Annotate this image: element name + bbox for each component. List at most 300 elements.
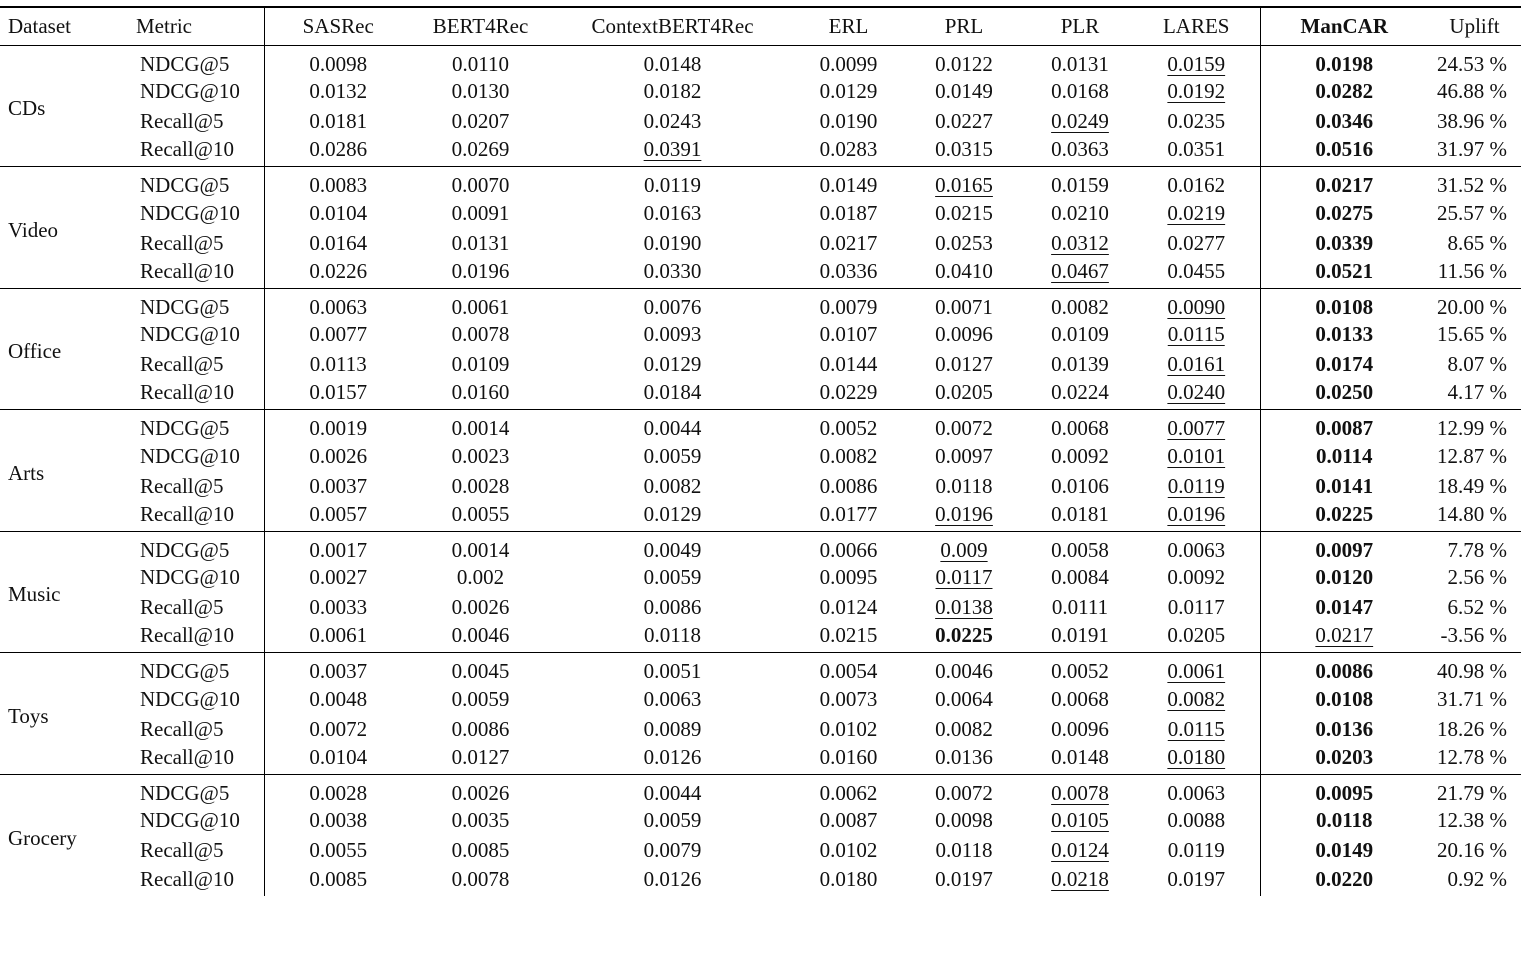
- uplift-cell: 4.17 %: [1428, 380, 1521, 410]
- table-row: [0, 320, 1521, 350]
- value-cell: [1133, 531, 1260, 563]
- table-body: [0, 45, 1521, 896]
- value-text: 0.0055: [309, 838, 368, 862]
- value-cell: [796, 563, 901, 593]
- value-text: 0.0159: [1167, 51, 1226, 76]
- value-cell: [796, 107, 901, 137]
- value-text: 0.0124: [1051, 838, 1109, 862]
- value-text: 0.0089: [643, 716, 702, 741]
- value-cell: [412, 531, 549, 563]
- value-cell: [901, 593, 1027, 623]
- value-text: 0.0286: [309, 137, 368, 162]
- mancar-cell: [1260, 380, 1428, 410]
- value-text: 0.0159: [1051, 173, 1109, 197]
- value-cell: [549, 471, 796, 501]
- value-text: 0.0197: [1167, 866, 1226, 891]
- mancar-value: 0.0346: [1315, 109, 1374, 133]
- value-cell: [1027, 593, 1133, 623]
- uplift-cell: 12.99 %: [1437, 416, 1507, 440]
- value-text: 0.0093: [643, 322, 702, 346]
- results-table: [0, 6, 1521, 896]
- value-cell: [1027, 836, 1133, 866]
- value-text: 0.0063: [643, 686, 702, 711]
- value-cell: [264, 563, 412, 593]
- value-text: 0.0129: [643, 501, 702, 526]
- value-text: 0.0054: [819, 659, 878, 683]
- value-cell: [796, 684, 901, 714]
- value-text: 0.0066: [819, 537, 878, 562]
- mancar-value: 0.0521: [1315, 258, 1374, 283]
- value-text: 0.0336: [819, 258, 878, 283]
- value-cell: [264, 288, 412, 320]
- uplift-cell: 18.49 %: [1437, 473, 1507, 498]
- value-text: 0.0033: [309, 595, 368, 619]
- value-text: 0.0196: [935, 501, 993, 526]
- value-cell: [796, 410, 901, 442]
- dataset-cell: Video: [0, 167, 128, 289]
- value-text: 0.0052: [1051, 659, 1109, 683]
- value-text: 0.0113: [309, 352, 367, 376]
- metric-cell: Recall@10: [128, 623, 264, 653]
- value-text: 0.0182: [643, 79, 702, 103]
- value-text: 0.0083: [309, 173, 368, 197]
- value-cell: [901, 836, 1027, 866]
- uplift-cell: 40.98 %: [1437, 659, 1507, 683]
- value-text: 0.0192: [1167, 79, 1226, 103]
- value-cell: [901, 563, 1027, 593]
- metric-cell: Recall@10: [128, 501, 264, 531]
- value-text: 0.0109: [451, 352, 510, 376]
- value-text: 0.0035: [451, 808, 510, 832]
- value-text: 0.0087: [819, 808, 878, 832]
- value-cell: [412, 320, 549, 350]
- value-text: 0.0115: [1167, 716, 1225, 741]
- value-text: 0.0410: [935, 258, 993, 283]
- header-prl: PRL: [901, 7, 1027, 45]
- value-cell: [264, 866, 412, 896]
- dataset-cell: Toys: [0, 653, 128, 775]
- value-text: 0.0082: [643, 473, 702, 498]
- value-text: 0.0122: [935, 51, 993, 76]
- value-text: 0.0102: [819, 716, 878, 741]
- value-cell: [264, 653, 412, 685]
- value-cell: [412, 45, 549, 77]
- value-cell: [901, 774, 1027, 806]
- table-row: [0, 806, 1521, 836]
- metric-cell: NDCG@5: [128, 167, 264, 199]
- value-text: 0.0229: [819, 380, 878, 405]
- value-text: 0.0082: [819, 443, 878, 468]
- value-text: 0.0215: [935, 200, 993, 225]
- value-cell: [549, 836, 796, 866]
- mancar-cell: [1260, 684, 1428, 714]
- metric-cell: NDCG@5: [128, 774, 264, 806]
- value-text: 0.0086: [819, 473, 878, 498]
- value-text: 0.009: [940, 537, 988, 562]
- value-text: 0.0059: [643, 443, 702, 468]
- value-text: 0.0144: [819, 352, 878, 376]
- value-text: 0.0181: [309, 109, 368, 133]
- value-text: 0.0180: [1167, 744, 1226, 769]
- mancar-value: 0.0275: [1315, 200, 1374, 225]
- value-text: 0.0190: [819, 109, 878, 133]
- value-text: 0.0119: [1167, 473, 1225, 498]
- table-row: [0, 137, 1521, 167]
- metric-cell: Recall@10: [128, 744, 264, 774]
- value-text: 0.0126: [643, 744, 702, 769]
- header-plr: PLR: [1027, 7, 1133, 45]
- value-text: 0.0187: [819, 200, 878, 225]
- value-text: 0.0149: [935, 79, 993, 103]
- metric-cell: NDCG@10: [128, 320, 264, 350]
- value-text: 0.0184: [643, 380, 702, 405]
- mancar-cell: [1260, 563, 1428, 593]
- value-cell: [901, 806, 1027, 836]
- value-text: 0.0076: [643, 294, 702, 319]
- value-cell: [264, 714, 412, 744]
- mancar-value: 0.0203: [1315, 744, 1374, 769]
- value-text: 0.0240: [1167, 380, 1226, 405]
- table-row: [0, 380, 1521, 410]
- value-text: 0.0028: [309, 780, 368, 805]
- mancar-value: 0.0141: [1315, 473, 1374, 498]
- value-cell: [412, 714, 549, 744]
- mancar-cell: [1260, 653, 1428, 685]
- mancar-cell: [1260, 77, 1428, 107]
- value-text: 0.0046: [451, 623, 510, 648]
- value-cell: [1133, 593, 1260, 623]
- mancar-cell: [1260, 258, 1428, 288]
- value-cell: [1133, 77, 1260, 107]
- value-text: 0.0104: [309, 200, 368, 225]
- dataset-cell: Music: [0, 531, 128, 653]
- value-cell: [796, 350, 901, 380]
- table-row: [0, 593, 1521, 623]
- value-text: 0.0115: [1167, 322, 1225, 346]
- value-text: 0.0046: [935, 659, 993, 683]
- value-text: 0.0072: [935, 780, 993, 805]
- value-cell: [264, 593, 412, 623]
- value-cell: [412, 744, 549, 774]
- value-text: 0.0068: [1051, 416, 1109, 440]
- value-cell: [1027, 653, 1133, 685]
- value-text: 0.0330: [643, 258, 702, 283]
- value-text: 0.0224: [1051, 380, 1109, 405]
- value-text: 0.0017: [309, 537, 368, 562]
- value-text: 0.0061: [1167, 659, 1226, 683]
- value-text: 0.0129: [643, 352, 702, 376]
- value-cell: [264, 501, 412, 531]
- value-cell: [264, 531, 412, 563]
- value-cell: [1133, 774, 1260, 806]
- value-cell: [264, 258, 412, 288]
- value-text: 0.0218: [1051, 866, 1109, 891]
- value-cell: [412, 441, 549, 471]
- dataset-cell: Office: [0, 288, 128, 410]
- value-cell: [1133, 350, 1260, 380]
- value-cell: [1133, 501, 1260, 531]
- value-cell: [796, 441, 901, 471]
- mancar-cell: [1260, 593, 1428, 623]
- uplift-cell: 38.96 %: [1437, 109, 1507, 133]
- value-cell: [264, 806, 412, 836]
- value-cell: [1133, 380, 1260, 410]
- value-text: 0.0096: [935, 322, 993, 346]
- value-text: 0.0132: [309, 79, 368, 103]
- metric-cell: Recall@10: [128, 137, 264, 167]
- value-text: 0.0063: [1167, 537, 1226, 562]
- value-cell: [901, 167, 1027, 199]
- metric-cell: NDCG@10: [128, 198, 264, 228]
- value-text: 0.0219: [1167, 200, 1226, 225]
- value-text: 0.0085: [451, 838, 510, 862]
- uplift-cell: 11.56 %: [1428, 258, 1521, 288]
- value-cell: [412, 623, 549, 653]
- value-text: 0.0164: [309, 230, 368, 255]
- value-cell: [549, 380, 796, 410]
- value-cell: [1027, 441, 1133, 471]
- value-text: 0.0119: [644, 173, 701, 197]
- value-cell: [1133, 320, 1260, 350]
- value-text: 0.0467: [1051, 258, 1109, 283]
- value-text: 0.0082: [1167, 686, 1226, 711]
- mancar-value: 0.0120: [1315, 565, 1374, 589]
- value-cell: [264, 471, 412, 501]
- value-cell: [1133, 836, 1260, 866]
- value-text: 0.0283: [819, 137, 878, 162]
- mancar-value: 0.0225: [1315, 501, 1374, 526]
- value-text: 0.0363: [1051, 137, 1109, 162]
- header-bert4rec: BERT4Rec: [412, 7, 549, 45]
- value-cell: [549, 653, 796, 685]
- uplift-cell: 6.52 %: [1447, 595, 1507, 619]
- value-cell: [901, 137, 1027, 167]
- mancar-value: 0.0097: [1315, 537, 1374, 562]
- value-cell: [796, 167, 901, 199]
- value-cell: [901, 471, 1027, 501]
- mancar-cell: [1260, 471, 1428, 501]
- table-row: [0, 744, 1521, 774]
- mancar-cell: [1260, 410, 1428, 442]
- value-text: 0.0117: [1167, 595, 1225, 619]
- value-cell: [412, 167, 549, 199]
- value-text: 0.0312: [1051, 230, 1109, 255]
- value-text: 0.0131: [1051, 51, 1109, 76]
- value-text: 0.0078: [1051, 780, 1109, 805]
- mancar-value: 0.0217: [1315, 623, 1374, 648]
- value-text: 0.0148: [643, 51, 702, 76]
- value-cell: [796, 501, 901, 531]
- table-row: [0, 501, 1521, 531]
- value-cell: [1027, 258, 1133, 288]
- value-text: 0.0118: [935, 473, 993, 498]
- mancar-value: 0.0250: [1315, 380, 1374, 405]
- value-cell: [1027, 806, 1133, 836]
- value-text: 0.0028: [451, 473, 510, 498]
- value-cell: [796, 531, 901, 563]
- value-text: 0.0106: [1051, 473, 1109, 498]
- value-cell: [264, 836, 412, 866]
- value-text: 0.0038: [309, 808, 368, 832]
- value-text: 0.0161: [1167, 352, 1226, 376]
- uplift-cell: 31.71 %: [1437, 686, 1507, 711]
- mancar-value: 0.0174: [1315, 352, 1374, 376]
- metric-cell: NDCG@5: [128, 653, 264, 685]
- value-text: 0.0118: [935, 838, 993, 862]
- value-text: 0.0210: [1051, 200, 1109, 225]
- uplift-cell: -3.56 %: [1428, 623, 1521, 653]
- value-cell: [1027, 45, 1133, 77]
- metric-cell: Recall@5: [128, 836, 264, 866]
- value-cell: [1133, 653, 1260, 685]
- value-text: 0.0055: [451, 501, 510, 526]
- value-cell: [901, 441, 1027, 471]
- mancar-cell: [1260, 714, 1428, 744]
- value-cell: [264, 350, 412, 380]
- value-text: 0.0048: [309, 686, 368, 711]
- value-text: 0.0168: [1051, 79, 1109, 103]
- value-cell: [796, 836, 901, 866]
- table-row: [0, 836, 1521, 866]
- value-text: 0.0049: [643, 537, 702, 562]
- value-text: 0.0455: [1167, 258, 1226, 283]
- value-cell: [412, 137, 549, 167]
- value-text: 0.0205: [1167, 623, 1226, 648]
- value-text: 0.0014: [451, 416, 510, 440]
- table-row: [0, 258, 1521, 288]
- value-cell: [412, 350, 549, 380]
- value-text: 0.0026: [451, 595, 510, 619]
- table-row: [0, 471, 1521, 501]
- value-text: 0.0078: [451, 322, 510, 346]
- value-text: 0.0082: [935, 716, 993, 741]
- value-cell: [549, 45, 796, 77]
- value-text: 0.0044: [643, 780, 702, 805]
- mancar-cell: [1260, 531, 1428, 563]
- value-text: 0.0197: [935, 866, 993, 891]
- value-text: 0.0079: [819, 294, 878, 319]
- value-text: 0.0196: [1167, 501, 1226, 526]
- value-cell: [1133, 288, 1260, 320]
- value-cell: [549, 806, 796, 836]
- metric-cell: NDCG@10: [128, 684, 264, 714]
- uplift-cell: 14.80 %: [1428, 501, 1521, 531]
- metric-cell: NDCG@5: [128, 45, 264, 77]
- value-cell: [412, 107, 549, 137]
- value-text: 0.0027: [309, 565, 368, 589]
- value-cell: [901, 866, 1027, 896]
- value-cell: [412, 836, 549, 866]
- value-cell: [412, 806, 549, 836]
- value-cell: [1133, 107, 1260, 137]
- mancar-cell: [1260, 350, 1428, 380]
- value-cell: [1133, 410, 1260, 442]
- value-text: 0.0127: [451, 744, 510, 769]
- value-text: 0.0160: [819, 744, 878, 769]
- header-mancar: ManCAR: [1260, 7, 1428, 45]
- value-cell: [1027, 501, 1133, 531]
- value-text: 0.0253: [935, 230, 993, 255]
- value-text: 0.0165: [935, 173, 993, 197]
- table-row: [0, 653, 1521, 685]
- value-cell: [264, 380, 412, 410]
- value-cell: [1027, 714, 1133, 744]
- value-text: 0.0077: [1167, 416, 1226, 440]
- header-dataset: Dataset: [0, 7, 128, 45]
- value-text: 0.0071: [935, 294, 993, 319]
- metric-cell: Recall@10: [128, 866, 264, 896]
- value-text: 0.0124: [819, 595, 878, 619]
- value-cell: [264, 167, 412, 199]
- value-text: 0.0086: [643, 595, 702, 619]
- header-metric: Metric: [128, 7, 264, 45]
- value-cell: [1133, 806, 1260, 836]
- value-cell: [901, 228, 1027, 258]
- value-text: 0.0092: [1167, 565, 1226, 589]
- value-cell: [549, 410, 796, 442]
- value-text: 0.0078: [451, 866, 510, 891]
- uplift-cell: 12.87 %: [1437, 443, 1507, 468]
- value-cell: [901, 198, 1027, 228]
- value-text: 0.0096: [1051, 716, 1109, 741]
- value-cell: [412, 653, 549, 685]
- value-cell: [1027, 563, 1133, 593]
- mancar-cell: [1260, 836, 1428, 866]
- value-cell: [549, 684, 796, 714]
- uplift-cell: 20.16 %: [1437, 838, 1507, 862]
- value-cell: [796, 774, 901, 806]
- dataset-cell: Arts: [0, 410, 128, 532]
- value-text: 0.0205: [935, 380, 993, 405]
- value-cell: [1133, 198, 1260, 228]
- mancar-value: 0.0108: [1315, 686, 1374, 711]
- value-cell: [412, 684, 549, 714]
- mancar-value: 0.0217: [1315, 173, 1374, 197]
- value-text: 0.0057: [309, 501, 368, 526]
- value-text: 0.0026: [451, 780, 510, 805]
- uplift-cell: 46.88 %: [1437, 79, 1507, 103]
- value-text: 0.0091: [451, 200, 510, 225]
- value-text: 0.0037: [309, 659, 368, 683]
- value-cell: [549, 258, 796, 288]
- mancar-value: 0.0282: [1315, 79, 1374, 103]
- value-text: 0.0052: [819, 416, 878, 440]
- metric-cell: NDCG@10: [128, 77, 264, 107]
- mancar-cell: [1260, 107, 1428, 137]
- value-cell: [1027, 774, 1133, 806]
- value-cell: [1027, 684, 1133, 714]
- value-cell: [796, 288, 901, 320]
- value-cell: [796, 653, 901, 685]
- value-cell: [412, 593, 549, 623]
- value-cell: [549, 137, 796, 167]
- metric-cell: NDCG@10: [128, 563, 264, 593]
- value-cell: [1133, 471, 1260, 501]
- value-text: 0.0099: [819, 51, 878, 76]
- value-cell: [901, 107, 1027, 137]
- value-cell: [549, 714, 796, 744]
- mancar-cell: [1260, 501, 1428, 531]
- table-row: [0, 623, 1521, 653]
- value-cell: [901, 380, 1027, 410]
- value-cell: [1027, 744, 1133, 774]
- table-row: [0, 107, 1521, 137]
- value-cell: [549, 288, 796, 320]
- value-text: 0.0191: [1051, 623, 1109, 648]
- value-text: 0.0215: [819, 623, 878, 648]
- metric-cell: Recall@5: [128, 107, 264, 137]
- mancar-cell: [1260, 774, 1428, 806]
